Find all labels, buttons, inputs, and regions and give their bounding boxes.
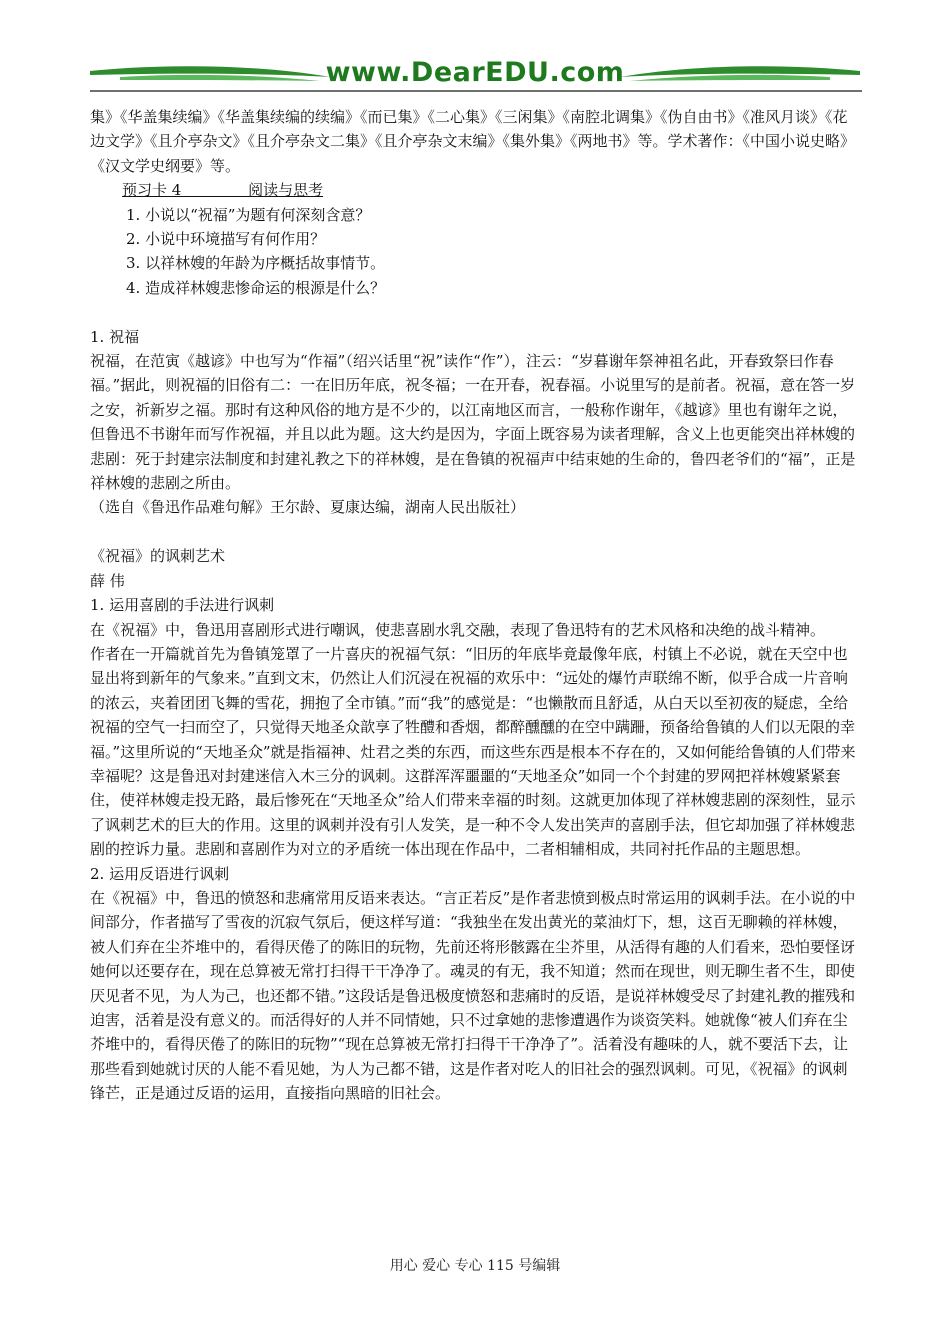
preview-card-title: 预习卡 4 阅读与思考 <box>122 181 324 200</box>
question-3: 3. 以祥林嫂的年龄为序概括故事情节。 <box>126 254 386 273</box>
subsection2-paragraph1: 在《祝福》中，鲁迅的愤怒和悲痛常用反语来表达。“言正若反”是作者悲愤到极点时常运用的讽刺手法。在小说的中间部分，作者描写了雪夜的沉寂气氛后，便这样写道：“我独坐在发出黄光的菜油灯下，想，这百无聊赖的祥林嫂，被人们弃在尘芥堆中的，看得厌倦了的陈旧的玩物，先前还将形骸露在尘芥里，从活得有趣的人们看来，恐怕要怪讶她何以还要存在，现在总算被无常打扫得干干净净了。魂灵的有无，我不知道；然而在现世，则无聊生者不生，即使厌见者不见，为人为己，也还都不错。”这段话是鲁迅极度愤怒和悲痛时的反语，是说祥林嫂受尽了封建礼教的摧残和迫害，活着是没有意义的。而活得好的人并不同情她，只不过拿她的悲惨遭遇作为谈资笑料。她就像“被人们弃在尘芥堆中的，看得厌倦了的陈旧的玩物”“现在总算被无常打扫得干干净净了”。活着没有趣味的人，就不要活下去，让那些看到她就讨厌的人能不看见她，为人为己都不错，这是作者对吃人的旧社会的强烈讽刺。可见，《祝福》的讽刺锋芒，正是通过反语的运用，直接指向黑暗的旧社会。 <box>90 888 856 1103</box>
article-title: 《祝福》的讽刺艺术 <box>90 547 226 566</box>
subsection1-paragraph1: 在《祝福》中，鲁迅用喜剧形式进行嘲讽，使悲喜剧水乳交融，表现了鲁迅特有的艺术风格和决绝的战斗精神。 <box>90 620 826 639</box>
section1-body: 祝福，在范寅《越谚》中也写为“作福”（绍兴话里“祝”读作“作”），注云：“岁暮谢年祭神祖名此，开春致祭曰作春福。”据此，则祝福的旧俗有二：一在旧历年底，祝冬福；一在开春，祝春福。小说里写的是前者。祝福，意在答一岁之安，祈新岁之福。那时有这种风俗的地方是不少的，以江南地区而言，一般称作谢年，《越谚》里也有谢年之说，但鲁迅不书谢年而写作祝福，并且以此为题。这大约是因为，字面上既容易为读者理解，含义上也更能突出祥林嫂的悲剧：死于封建宗法制度和封建礼教之下的祥林嫂，是在鲁镇的祝福声中结束她的生命的，鲁四老爷们的“福”，正是祥林嫂的悲剧之所由。 <box>90 352 856 493</box>
site-header <box>0 55 950 105</box>
question-4: 4. 造成祥林嫂悲惨命运的根源是什么？ <box>126 278 386 297</box>
section1-heading: 1. 祝福 <box>90 327 140 346</box>
spacer <box>90 520 862 544</box>
intro-paragraph: 集》《华盖集续编》《华盖集续编的续编》《而已集》《二心集》《三闲集》《南腔北调集》《伪自由书》《准风月谈》《花边文学》《且介亭杂文》《且介亭杂文二集》《且介亭杂文末编》《集外集》《两地书》等。学术著作：《中国小说史略》《汉文学史纲要》等。 <box>90 108 856 175</box>
subsection2-heading: 2. 运用反语进行讽刺 <box>90 864 230 883</box>
spacer <box>90 300 862 324</box>
article-author: 薛 伟 <box>90 571 125 590</box>
subsection1-paragraph2: 作者在一开篇就首先为鲁镇笼罩了一片喜庆的祝福气氛：“旧历的年底毕竟最像年底，村镇上不必说，就在天空中也显出将到新年的气象来。”直到文末，仍然让人们沉浸在祝福的欢乐中：“远处的爆竹声联绵不断，似乎合成一片音响的浓云，夹着团团飞舞的雪花，拥抱了全市镇。”而“我”的感觉是：“也懒散而且舒适，从白天以至初夜的疑虑，全给祝福的空气一扫而空了，只觉得天地圣众歆享了牲醴和香烟，都醉醺醺的在空中蹒跚，预备给鲁镇的人们以无限的幸福。”这里所说的“天地圣众”就是指福神、灶君之类的东西，而这些东西是根本不存在的，又如何能给鲁镇的人们带来幸福呢？这是鲁迅对封建迷信入木三分的讽刺。这群浑浑噩噩的“天地圣众”如同一个个封建的罗网把祥林嫂紧紧套住，使祥林嫂走投无路，最后惨死在“天地圣众”给人们带来幸福的时刻。这就更加体现了祥林嫂悲剧的深刻性，显示了讽刺艺术的巨大的作用。这里的讽刺并没有引人发笑，是一种不令人发出笑声的喜剧手法，但它却加强了祥林嫂悲剧的控诉力量。悲剧和喜剧作为对立的矛盾统一体出现在作品中，二者相辅相成，共同衬托作品的主题思想。 <box>90 644 856 859</box>
subsection1-heading: 1. 运用喜剧的手法进行讽刺 <box>90 596 275 615</box>
question-2: 2. 小说中环境描写有何作用？ <box>126 230 326 249</box>
document-body <box>90 105 862 1106</box>
section1-source: （选自《鲁迅作品难句解》王尔龄、夏康达编，湖南人民出版社） <box>90 498 526 517</box>
question-1: 1. 小说以“祝福”为题有何深刻含意？ <box>126 205 371 224</box>
page-footer: 用心 爱心 专心 115 号编辑 <box>389 1258 561 1274</box>
site-logo[interactable]: www.DearEDU.com <box>325 57 625 88</box>
